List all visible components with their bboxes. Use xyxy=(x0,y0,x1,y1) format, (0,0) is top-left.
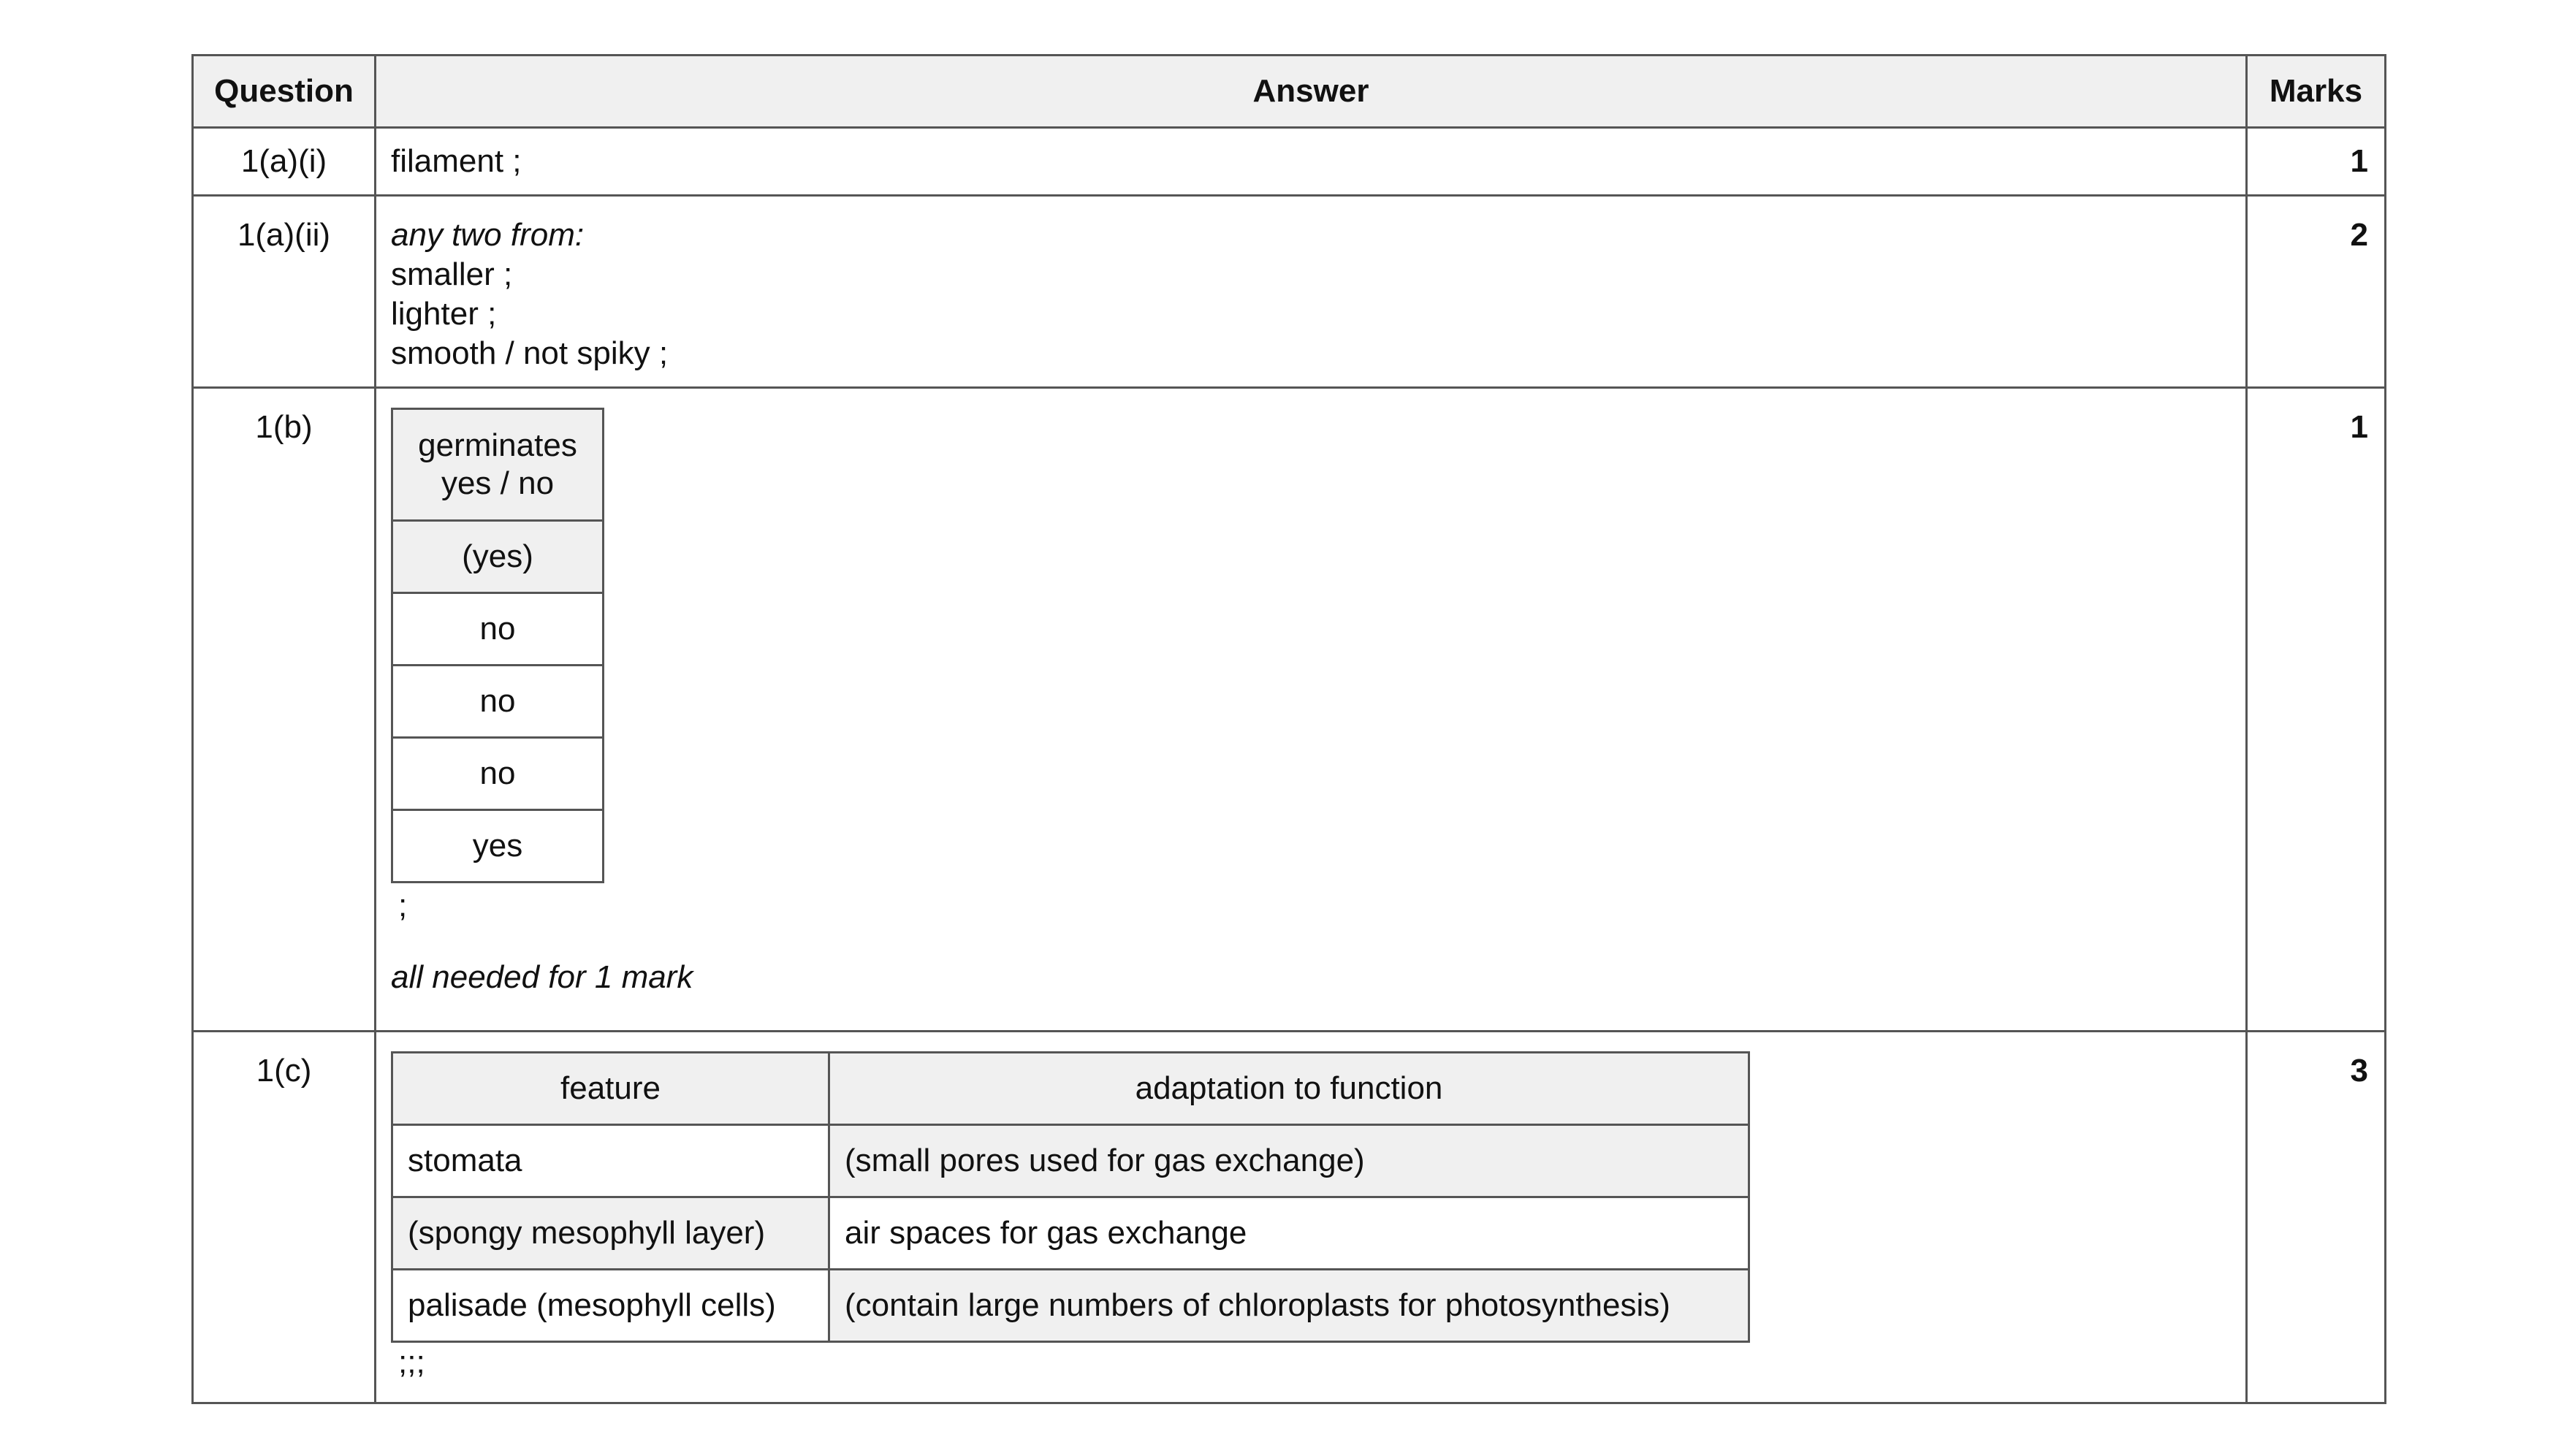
marks-value: 1 xyxy=(2247,128,2386,196)
answer-cell xyxy=(376,196,2247,388)
answer-line: lighter ; xyxy=(391,296,497,332)
feature-cell: (spongy mesophyll layer) xyxy=(392,1197,829,1270)
germination-cell: no xyxy=(392,666,604,738)
germination-cell: yes xyxy=(392,810,604,883)
mark-semicolon: ; xyxy=(398,888,408,923)
question-number: 1(c) xyxy=(193,1032,376,1403)
header-row xyxy=(193,56,2386,128)
answer-text: filament ; xyxy=(376,128,2247,196)
germination-header xyxy=(392,409,604,521)
question-number: 1(a)(ii) xyxy=(193,196,376,388)
question-number: 1(b) xyxy=(193,388,376,1032)
adaptation-cell: (contain large numbers of chloroplasts for photosynthesis) xyxy=(829,1270,1749,1342)
feature-cell: palisade (mesophyll cells) xyxy=(392,1270,829,1342)
marks-header: Marks xyxy=(2247,56,2386,128)
germination-cell: no xyxy=(392,738,604,810)
marks-value: 3 xyxy=(2247,1032,2386,1403)
mark-semicolons: ;;; xyxy=(398,1344,425,1380)
mark-scheme-table xyxy=(191,54,2386,1404)
answer-cell xyxy=(376,388,2247,1032)
germination-cell: (yes) xyxy=(392,521,604,593)
adaptation-header: adaptation to function xyxy=(829,1053,1749,1125)
question-number: 1(a)(i) xyxy=(193,128,376,196)
germination-header-line1: germinates xyxy=(418,427,577,463)
marks-value: 2 xyxy=(2247,196,2386,388)
answer-intro: any two from: xyxy=(391,217,585,253)
germination-header-line2: yes / no xyxy=(441,465,555,501)
adaptation-cell: (small pores used for gas exchange) xyxy=(829,1125,1749,1197)
feature-cell: stomata xyxy=(392,1125,829,1197)
table-row xyxy=(193,388,2386,1032)
table-row xyxy=(193,196,2386,388)
answer-line: smooth / not spiky ; xyxy=(391,335,669,371)
feature-header: feature xyxy=(392,1053,829,1125)
answer-header: Answer xyxy=(376,56,2247,128)
adaptation-cell: air spaces for gas exchange xyxy=(829,1197,1749,1270)
table-row xyxy=(193,1032,2386,1403)
marks-value: 1 xyxy=(2247,388,2386,1032)
germination-table xyxy=(391,408,604,883)
marking-note: all needed for 1 mark xyxy=(391,959,693,995)
question-header: Question xyxy=(193,56,376,128)
feature-table xyxy=(391,1051,1750,1343)
answer-cell xyxy=(376,1032,2247,1403)
answer-line: smaller ; xyxy=(391,256,513,292)
table-row xyxy=(193,128,2386,196)
germination-cell: no xyxy=(392,593,604,666)
